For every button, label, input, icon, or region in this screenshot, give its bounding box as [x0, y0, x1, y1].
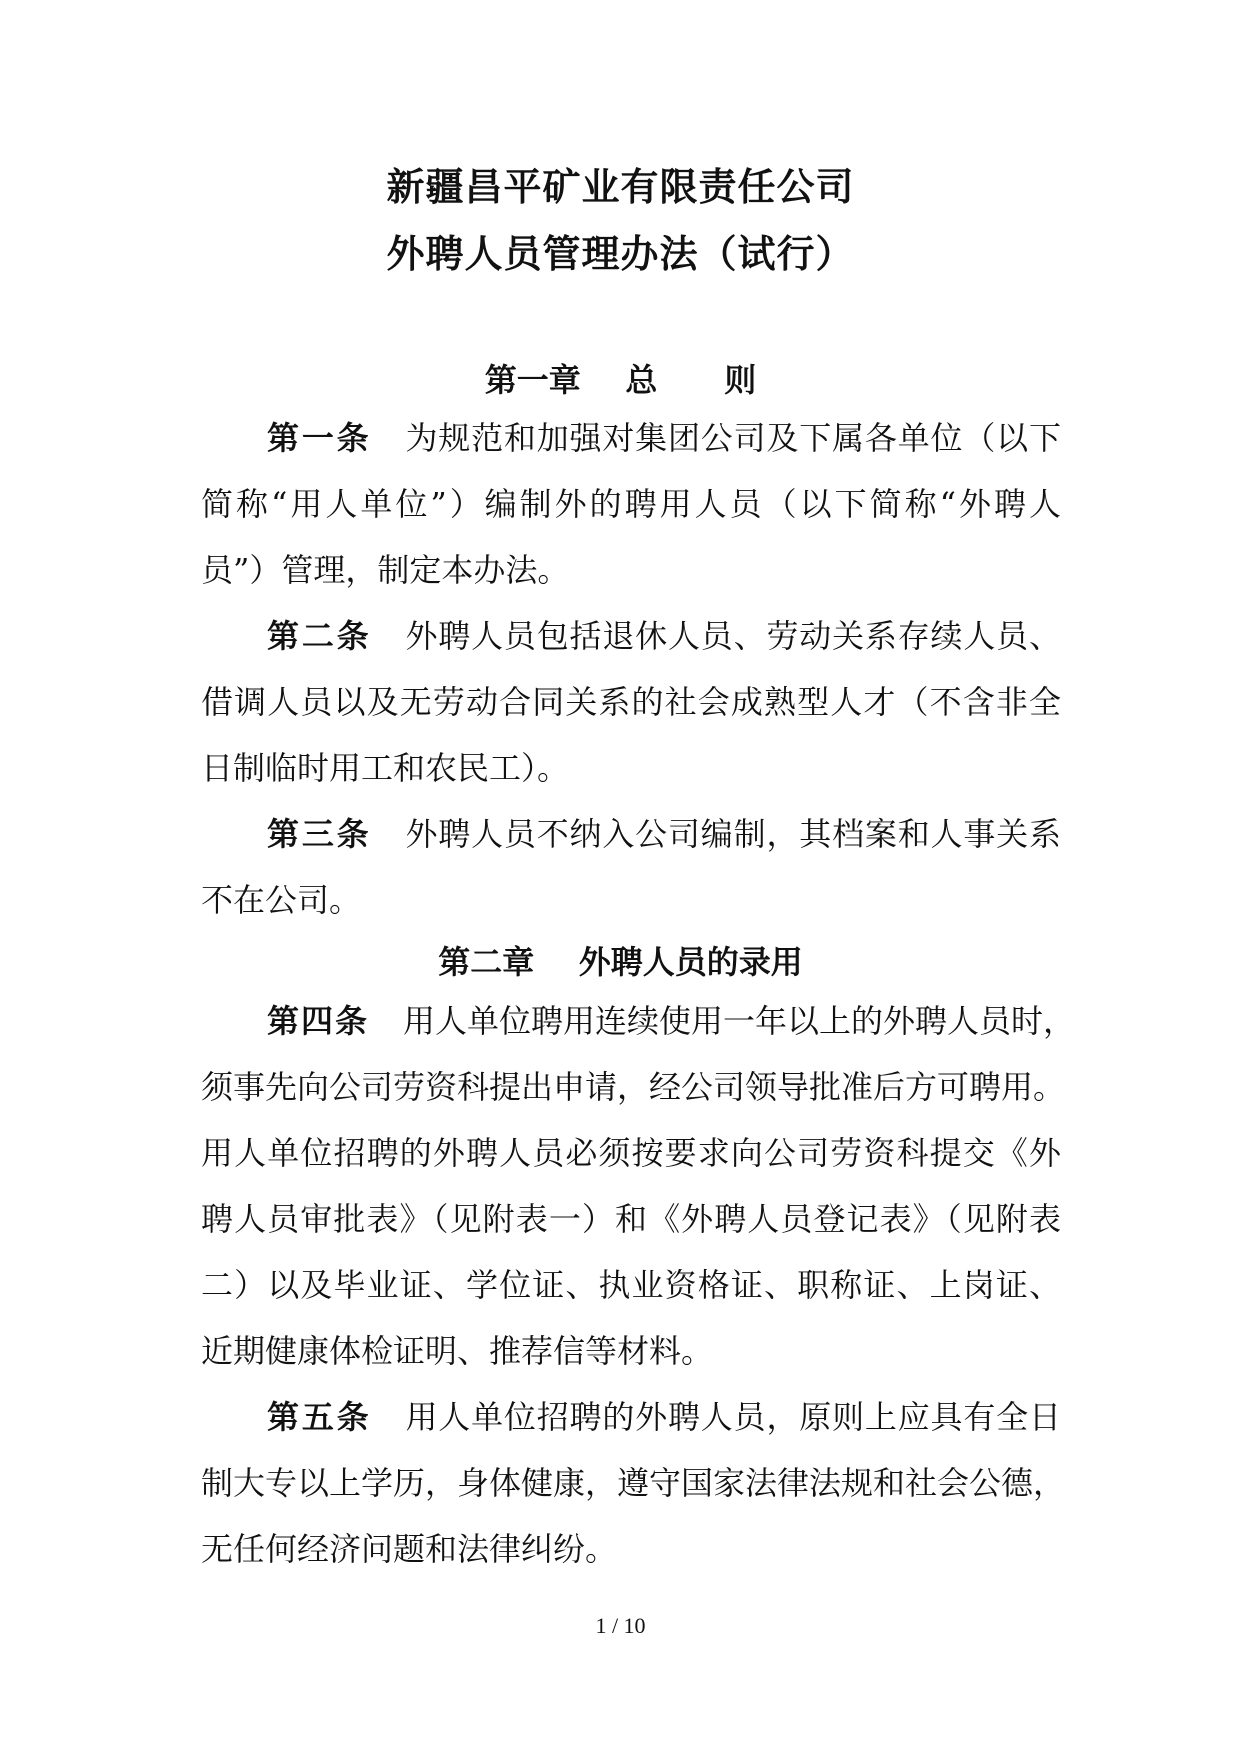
article-label: 第四条 [267, 1002, 370, 1040]
document-title-line-1: 新疆昌平矿业有限责任公司 [386, 165, 855, 209]
article-line: 用人单位招聘的外聘人员必须按要求向公司劳资科提交《外 [201, 1134, 1061, 1172]
article-line: 第一条 为规范和加强对集团公司及下属各单位（以下 [267, 419, 1061, 457]
chapter-heading-2: 第二章 外聘人员的录用 [438, 943, 803, 981]
article-label: 第三条 [267, 815, 372, 853]
article-2 [201, 603, 1061, 801]
article-5 [201, 1384, 1066, 1582]
article-line: 制大专以上学历，身体健康，遵守国家法律法规和社会公德， [201, 1464, 1066, 1502]
article-line: 日制临时用工和农民工）。 [201, 749, 570, 787]
article-line: 二）以及毕业证、学位证、执业资格证、职称证、上岗证、 [201, 1266, 1061, 1304]
article-line: 近期健康体检证明、推荐信等材料。 [201, 1332, 714, 1370]
chapter-heading-1: 第一章 总 则 [484, 361, 757, 399]
article-line: 第四条 用人单位聘用连续使用一年以上的外聘人员时， [267, 1002, 1076, 1040]
article-4 [201, 988, 1076, 1384]
article-line: 不在公司。 [201, 881, 362, 919]
article-1 [201, 405, 1061, 603]
article-label: 第五条 [267, 1398, 372, 1436]
page-number: 1 / 10 [595, 1613, 646, 1638]
article-line: 第三条 外聘人员不纳入公司编制，其档案和人事关系 [267, 815, 1061, 853]
article-line: 第二条 外聘人员包括退休人员、劳动关系存续人员、 [267, 617, 1061, 655]
document-title-line-2: 外聘人员管理办法（试行） [386, 232, 855, 276]
article-line: 聘人员审批表》（见附表一）和《外聘人员登记表》（见附表 [201, 1200, 1061, 1238]
article-line: 第五条 用人单位招聘的外聘人员，原则上应具有全日 [267, 1398, 1061, 1436]
article-3 [201, 801, 1061, 933]
article-label: 第二条 [267, 617, 372, 655]
article-label: 第一条 [267, 419, 372, 457]
article-line: 借调人员以及无劳动合同关系的社会成熟型人才（不含非全 [201, 683, 1061, 721]
article-line: 须事先向公司劳资科提出申请，经公司领导批准后方可聘用。 [201, 1068, 1066, 1106]
article-line: 无任何经济问题和法律纠纷。 [201, 1530, 618, 1568]
article-line: 简称“用人单位”）编制外的聘用人员（以下简称“外聘人 [201, 485, 1061, 523]
article-line: 员”）管理，制定本办法。 [201, 551, 570, 589]
